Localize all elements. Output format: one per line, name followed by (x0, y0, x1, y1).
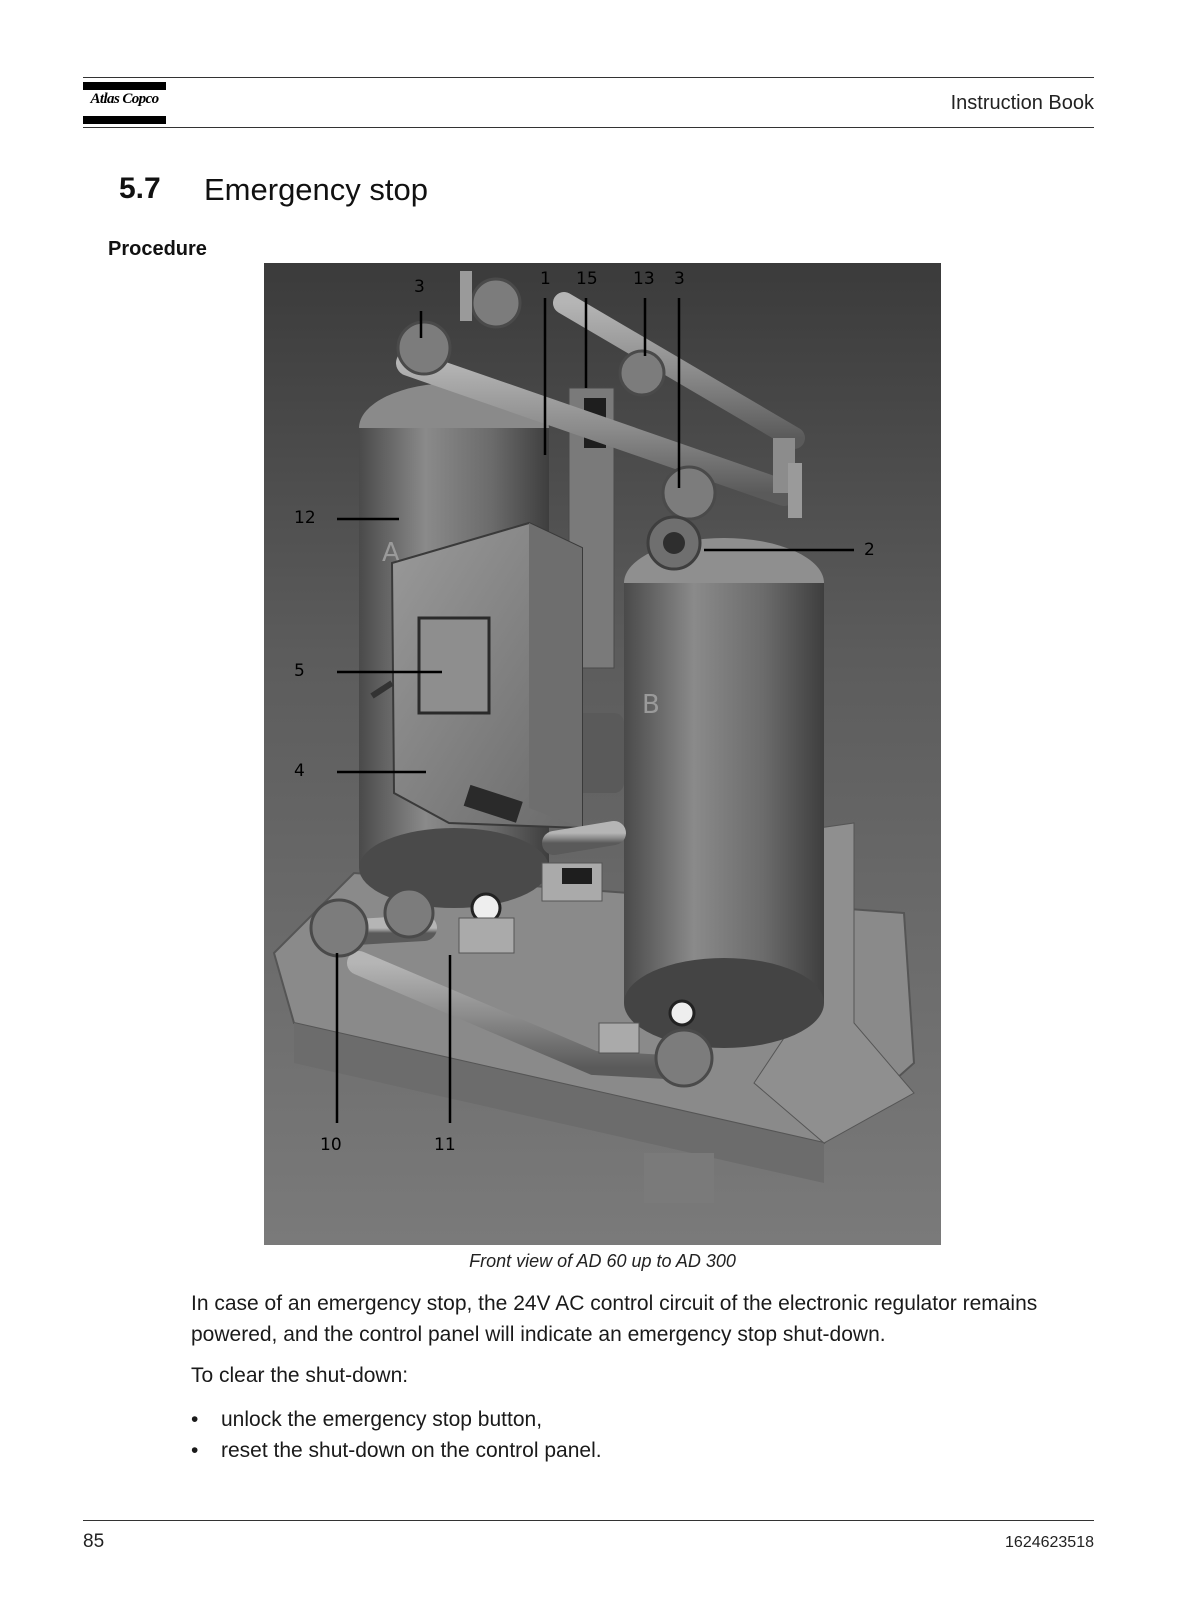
callout-12: 12 (294, 508, 316, 528)
footer-rule (83, 1520, 1094, 1521)
callout-11: 11 (434, 1135, 456, 1155)
tank-a-label: A (382, 538, 400, 568)
callout-13: 13 (633, 269, 655, 289)
document-type: Instruction Book (950, 92, 1094, 114)
callout-2: 2 (864, 540, 875, 560)
callout-3-left: 3 (414, 277, 425, 297)
emergency-stop-description: In case of an emergency stop, the 24V AC control circuit of the electronic regulator remains powered, and the control panel will indicate an emergency stop shut-down. (191, 1292, 1038, 1346)
bullet-text: unlock the emergency stop button, (221, 1408, 543, 1431)
callout-5: 5 (294, 661, 305, 681)
brand-logo-text: Atlas Copco (90, 91, 159, 107)
page-number: 85 (83, 1531, 105, 1552)
dryer-front-view-figure (264, 263, 941, 1245)
callout-10: 10 (320, 1135, 342, 1155)
header-top-rule (83, 77, 1094, 78)
section-title: Emergency stop (204, 172, 428, 207)
callout-1: 1 (540, 269, 551, 289)
bullet-dot: • (191, 1408, 199, 1431)
callout-15: 15 (576, 269, 598, 289)
figure-caption: Front view of AD 60 up to AD 300 (469, 1251, 736, 1271)
bullet-dot: • (191, 1439, 199, 1462)
bullet-text: reset the shut-down on the control panel. (221, 1439, 602, 1462)
bullet-item (191, 1439, 602, 1463)
header-bottom-rule (83, 127, 1094, 128)
tank-b-label: B (642, 690, 660, 720)
callout-3-right: 3 (674, 269, 685, 289)
section-number: 5.7 (119, 172, 161, 205)
bullet-item (191, 1408, 542, 1432)
document-number: 1624623518 (1005, 1534, 1094, 1551)
dryer-illustration (264, 263, 941, 1245)
procedure-subheading: Procedure (108, 238, 207, 260)
atlas-copco-logo (83, 82, 166, 124)
clear-shutdown-intro: To clear the shut-down: (191, 1364, 409, 1387)
callout-4: 4 (294, 761, 305, 781)
